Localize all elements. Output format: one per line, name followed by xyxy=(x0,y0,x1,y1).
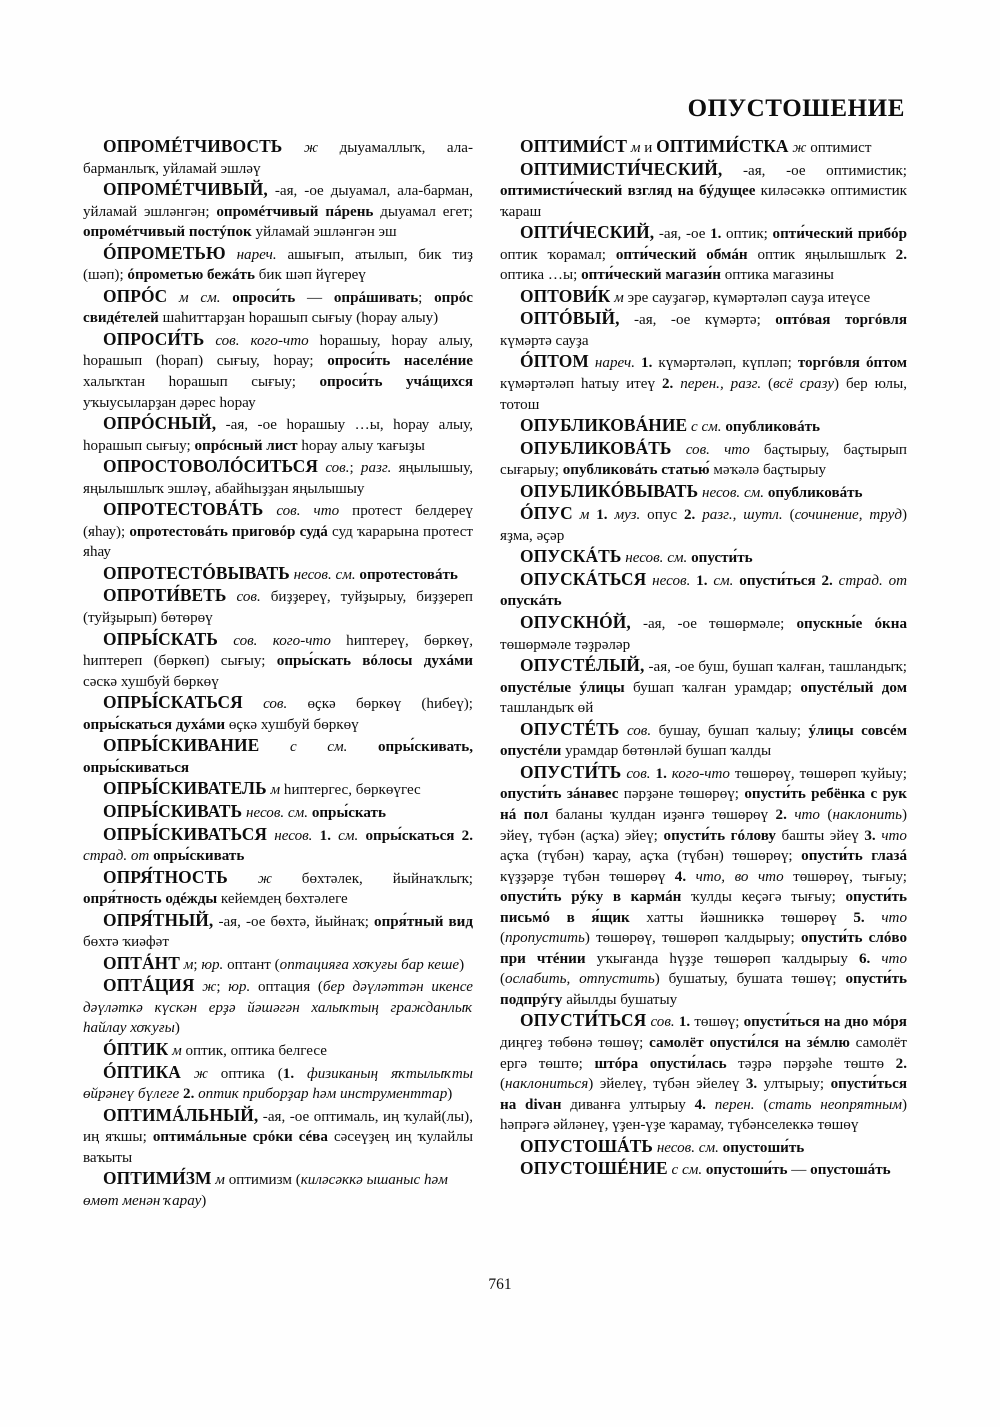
dictionary-entry: ОПТÁНТ м; юр. оптант (оптацияға хоҡуғы бар кеше) xyxy=(103,952,465,973)
dictionary-entry: ОПТИ́ЧЕСКИЙ, -ая, -ое 1. оптик; опти́ческий прибóр оптик ҡорамал; опти́ческий обмáн оптик яңылышлыҡ 2. оптика …ы; опти́ческий магази́н оптика магазины xyxy=(500,222,907,284)
dictionary-entry: ОПРОТЕСТÓВЫВАТЬ несов. см. опротестовáть xyxy=(103,562,458,583)
dictionary-entry: ОПТИМИ́СТ м и ОПТИМИ́СТКА ж оптимист xyxy=(520,136,872,156)
dictionary-entry: ОПРЯ́ТНОСТЬ ж бөхтәлек, йыйнаҡлыҡ; опря́тность одéжды кейемдең бөхтәлеге xyxy=(83,866,473,908)
dictionary-entry: ОПРЫ́СКИВАТЕЛЬ м һиптергес, бөркөүгес xyxy=(103,778,421,799)
dictionary-entry: ОПРОСТОВОЛÓСИТЬСЯ сов.; разг. яңылышыу, яңылышлыҡ эшләү, абайһыҙҙан яңылышыу xyxy=(83,456,473,497)
dictionary-entry: ОПРЫ́СКАТЬ сов. кого-что һиптереү, бөркөү, һиптереп (бөркөп) сығыу; опры́скать вóлосы духáми сәскә хушбуй бөркөү xyxy=(83,628,474,690)
text-columns xyxy=(83,136,907,1256)
dictionary-entry: ОПТÁЦИЯ ж; юр. оптация (бер дәүләттән икенсе дәүләткә күскән ерҙә йәшәгән халыҡтың гражданлыҡ һайлау хоҡуғы) xyxy=(83,975,473,1037)
dictionary-entry: ОПРЫ́СКИВАТЬ несов. см. опры́скать xyxy=(103,800,386,821)
dictionary-entry: ОПРЫ́СКИВАНИЕ с см. опры́скивать, опры́скиваться xyxy=(83,735,473,776)
page-number: 761 xyxy=(488,1276,512,1293)
dictionary-entry: ОПУСТОШÁТЬ несов. см. опустоши́ть xyxy=(520,1135,805,1156)
dictionary-entry: ОПУБЛИКОВÁНИЕ с см. опубликовáть xyxy=(520,415,821,436)
dictionary-entry: ОПРÓС м см. опроси́ть — опрáшивать; опрóс свидéтелей шаһиттарҙан һорашып сығыу (һорау алыу) xyxy=(83,285,474,327)
dictionary-entry: ОПРОТИ́ВЕТЬ сов. биҙҙереү, туйҙырыу, биҙҙереп (туйҙырып) бөтөрөү xyxy=(83,585,473,627)
dictionary-entry: ОПУСТИ́ТЬ сов. 1. кого-что төшөрөү, төшөрөп ҡуйыу; опусти́ть зáнавес пәрҙәне төшөрөү; опусти́ть ребёнка с рук нá пол баланы ҡулдан иҙәнгә төшөрөү 2. что (наклонить) эйеү, түбән (аҫҡа) эйеү; опусти́ть гóлову башты эйеү 3. что аҫҡа (түбән) ҡарау, аҫҡа (түбән) төшөрөү; опусти́ть глазá күҙҙәрҙе түбән төшөрөү 4. что, во что төшөрөү, тығыу; опусти́ть рýку в кармáн ҡулды кеҫәгә тығыу; опусти́ть письмó в я́щик хатты йәшниккә төшөрөү 5. что (пропустить) төшөрөү, төшөрөп ҡалдырыу; опусти́ть слóво при чтéнии уҡығанда һүҙҙе төшөрөп ҡалдырыу 6. что (ослабить, отпустить) бушатыу, бушата төшөү; опусти́ть подпрýгу айылды бушатыу xyxy=(500,761,908,1008)
dictionary-entry: ОПУБЛИКÓВЫВАТЬ несов. см. опубликовáть xyxy=(520,480,863,501)
dictionary-entry: ОПТИМÁЛЬНЫЙ, -ая, -ое оптималь, иң ҡулай(лы), иң яҡшы; оптимáльные срóки сéва сәсеүҙең иң ҡулайлы ваҡыты xyxy=(83,1104,473,1166)
dictionary-entry: ОПРЫ́СКИВАТЬСЯ несов. 1. см. опры́скаться 2. страд. от опры́скивать xyxy=(83,823,473,865)
dictionary-entry: ОПУСКÁТЬСЯ несов. 1. см. опусти́ться 2. страд. от опускáть xyxy=(500,568,908,610)
dictionary-entry: ОПРЫ́СКАТЬСЯ сов. өҫкә бөркөү (һибеү); опры́скаться духáми өҫкә хушбуй бөркөү xyxy=(83,692,473,733)
dictionary-entry: ÓПУС м 1. муз. опус 2. разг., шутл. (сочинение, труд) яҙма, әҫәр xyxy=(500,503,908,544)
dictionary-entry: ÓПТИКА ж оптика (1. физиканың яҡтылыҡты өйрәнеү бүлеге 2. оптик приборҙар һәм инструменттар) xyxy=(83,1061,473,1103)
right-column xyxy=(500,136,907,1256)
dictionary-entry: ОПУСКÁТЬ несов. см. опусти́ть xyxy=(520,546,753,567)
left-column xyxy=(83,136,473,1256)
dictionary-entry: ОПУСТÉТЬ сов. бушау, бушап ҡалыу; ýлицы совсéм опустéли урамдар бөтөнләй бушап ҡалды xyxy=(500,718,907,760)
running-head: ОПУСТОШЕНИЕ xyxy=(687,95,905,122)
dictionary-entry: ОПУСТИ́ТЬСЯ сов. 1. төшөү; опусти́ться на дно мóря диңгеҙ төбөнә төшөү; самолёт опусти́лся на зéмлю самолёт ергә төштө; штóра опусти́лась тәҙрә пәрҙәһе төштө 2. (наклониться) эйелеү, түбән эйелеү 3. ултырыу; опусти́ться на divан диванға ултырыу 4. перен. (стать неопрятным) һәпрәгә әйләнеү, үҙен-үҙе ҡарамау, түбәнселеккә төшөү xyxy=(500,1010,907,1134)
dictionary-entry: ОПРОТЕСТОВÁТЬ сов. что протест белдереү (яһау); опротестовáть приговóр судá суд ҡарарына протест яһау xyxy=(83,499,473,561)
dictionary-entry: ОПРОСИ́ТЬ сов. кого-что һорашыу, һорау алыу, һорашып (һорап) сығыу, һорау; опроси́ть населéние халыҡтан һорашып сығыу; опроси́ть учáщихся уҡыусыларҙан дәрес һорау xyxy=(83,328,473,411)
dictionary-entry: ОПРОМÉТЧИВОСТЬ ж дыуамаллыҡ, ала-барманлыҡ, уйламай эшләү xyxy=(83,136,473,177)
dictionary-entry: ОПРЯ́ТНЫЙ, -ая, -ое бөхтә, йыйнаҡ; опря́тный вид бөхтә ҡиәфәт xyxy=(83,909,474,951)
dictionary-entry: ÓПТИК м оптик, оптика белгесе xyxy=(103,1038,327,1059)
dictionary-entry: ОПТИМИ́ЗМ м оптимизм (киләсәккә ышаныс һәм өмөт менән ҡарау) xyxy=(83,1168,448,1209)
dictionary-entry: ОПТÓВЫЙ, -ая, -ое күмәртә; оптóвая торгóвля күмәртә сауҙа xyxy=(500,308,907,349)
dictionary-entry: ОПУБЛИКОВÁТЬ сов. что баҫтырыу, баҫтырып сығарыу; опубликовáть статью́ мәҡәлә баҫтырыу xyxy=(500,437,907,479)
dictionary-entry: ОПУСКНÓЙ, -ая, -ое төшөрмәле; опускны́е óкна төшөрмәле тәҙрәләр xyxy=(500,612,907,653)
dictionary-entry: ОПТОВИ́К м эре сауҙагәр, күмәртәләп сауҙа итеүсе xyxy=(520,285,871,306)
dictionary-entry: ОПУСТÉЛЫЙ, -ая, -ое буш, бушап ҡалған, ташландыҡ; опустéлые ýлицы бушап ҡалған урамдар; опустéлый дом ташландыҡ өй xyxy=(500,655,907,717)
dictionary-entry: ОПТИМИСТИ́ЧЕСКИЙ, -ая, -ое оптимистик; оптимисти́ческий взгляд на бýдущее киләсәккә оптимистик ҡараш xyxy=(500,158,907,220)
dictionary-entry: ÓПТОМ нареч. 1. күмәртәләп, күпләп; торгóвля óптом күмәртәләп һатыу итеү 2. перен., разг. (всё сразу) бер юлы, тотош xyxy=(500,351,908,413)
dictionary-entry: ОПРОМÉТЧИВЫЙ, -ая, -ое дыуамал, ала-барман, уйламай эшләнгән; опромéтчивый пáрень дыуамал егет; опромéтчивый постýпок уйламай эшләнгән эш xyxy=(83,179,473,241)
dictionary-entry: ОПУСТОШÉНИЕ с см. опустоши́ть — опустошáть xyxy=(520,1158,891,1179)
dictionary-entry: ОПРÓСНЫЙ, -ая, -ое һорашыу …ы, һорау алыу, һорашып сығыу; опрóсный лист һорау алыу ҡағыҙы xyxy=(83,413,473,454)
dictionary-entry: ÓПРОМЕТЬЮ нареч. ашығып, атылып, бик тиҙ (шәп); óпрометью бежáть бик шәп йүгереү xyxy=(83,242,473,284)
